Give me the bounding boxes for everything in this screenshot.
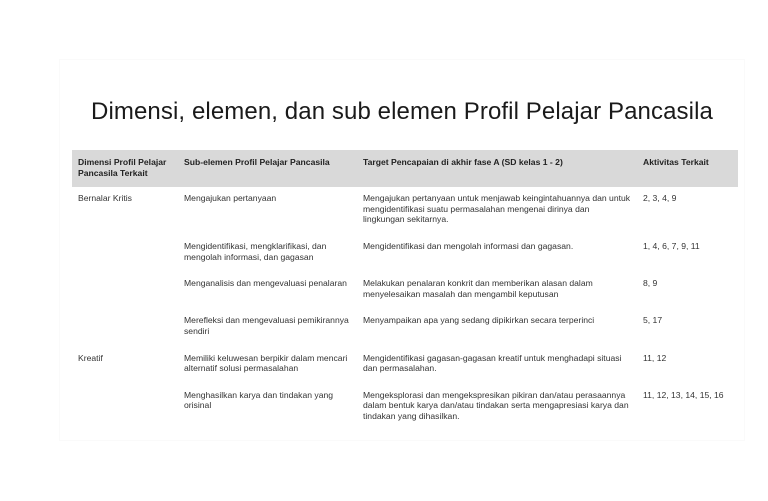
header-aktivitas: Aktivitas Terkait <box>637 150 738 187</box>
cell-aktivitas: 11, 12, 13, 14, 15, 16 <box>643 389 724 400</box>
cell-target: Mengidentifikasi dan mengolah informasi dan gagasan. <box>363 240 574 251</box>
cell-sub-elemen: Menghasilkan karya dan tindakan yang orisinal <box>184 389 334 411</box>
table-header-row <box>72 150 738 187</box>
cell-target: Melakukan penalaran konkrit dan memberikan alasan dalam menyelesaikan masalah dan mengambil keputusan <box>363 278 593 299</box>
table-row <box>72 309 738 346</box>
cell-dimensi <box>72 309 178 346</box>
cell-target: Mengajukan pertanyaan untuk menjawab keingintahuannya dan untuk mengidentifikasi suatu permasalahan mengenai dirinya dan lingkungan sekitarnya. <box>363 193 631 225</box>
cell-dimensi: Bernalar Kritis <box>78 193 132 204</box>
cell-target: Mengidentifikasi gagasan-gagasan kreatif untuk menghadapi situasi dan permasalahan. <box>363 352 622 374</box>
cell-target: Mengeksplorasi dan mengekspresikan pikiran dan/atau perasaannya dalam bentuk karya dan/atau tindakan serta mengapresiasi karya dan tindakan yang dihasilkan. <box>363 389 629 421</box>
cell-sub-elemen: Mengajukan pertanyaan <box>184 193 277 204</box>
profile-table <box>72 150 738 432</box>
slide-title: Dimensi, elemen, dan sub elemen Profil Pelajar Pancasila <box>91 98 713 125</box>
table-row <box>72 384 738 432</box>
cell-dimensi: Kreatif <box>78 352 103 363</box>
header-sub-elemen: Sub-elemen Profil Pelajar Pancasila <box>178 150 357 187</box>
table-row <box>72 272 738 309</box>
table-row <box>72 347 738 384</box>
cell-dimensi <box>72 272 178 309</box>
header-target: Target Pencapaian di akhir fase A (SD kelas 1 - 2) <box>357 150 637 187</box>
cell-sub-elemen: Memiliki keluwesan berpikir dalam mencari alternatif solusi permasalahan <box>184 352 348 374</box>
table-row <box>72 235 738 272</box>
cell-sub-elemen: Mengidentifikasi, mengklarifikasi, dan mengolah informasi, dan gagasan <box>184 240 327 262</box>
slide <box>60 60 744 440</box>
cell-aktivitas: 1, 4, 6, 7, 9, 11 <box>643 240 700 251</box>
cell-aktivitas: 5, 17 <box>643 315 663 326</box>
table-row <box>72 187 738 235</box>
cell-aktivitas: 2, 3, 4, 9 <box>643 193 677 204</box>
cell-dimensi <box>72 235 178 272</box>
cell-sub-elemen: Merefleksi dan mengevaluasi pemikirannya sendiri <box>184 315 349 336</box>
cell-target: Menyampaikan apa yang sedang dipikirkan secara terperinci <box>363 315 595 326</box>
header-dimensi: Dimensi Profil Pelajar Pancasila Terkait <box>72 150 178 187</box>
cell-dimensi <box>72 384 178 432</box>
cell-aktivitas: 11, 12 <box>643 352 667 363</box>
cell-aktivitas: 8, 9 <box>643 278 658 289</box>
cell-sub-elemen: Menganalisis dan mengevaluasi penalaran <box>184 278 347 289</box>
